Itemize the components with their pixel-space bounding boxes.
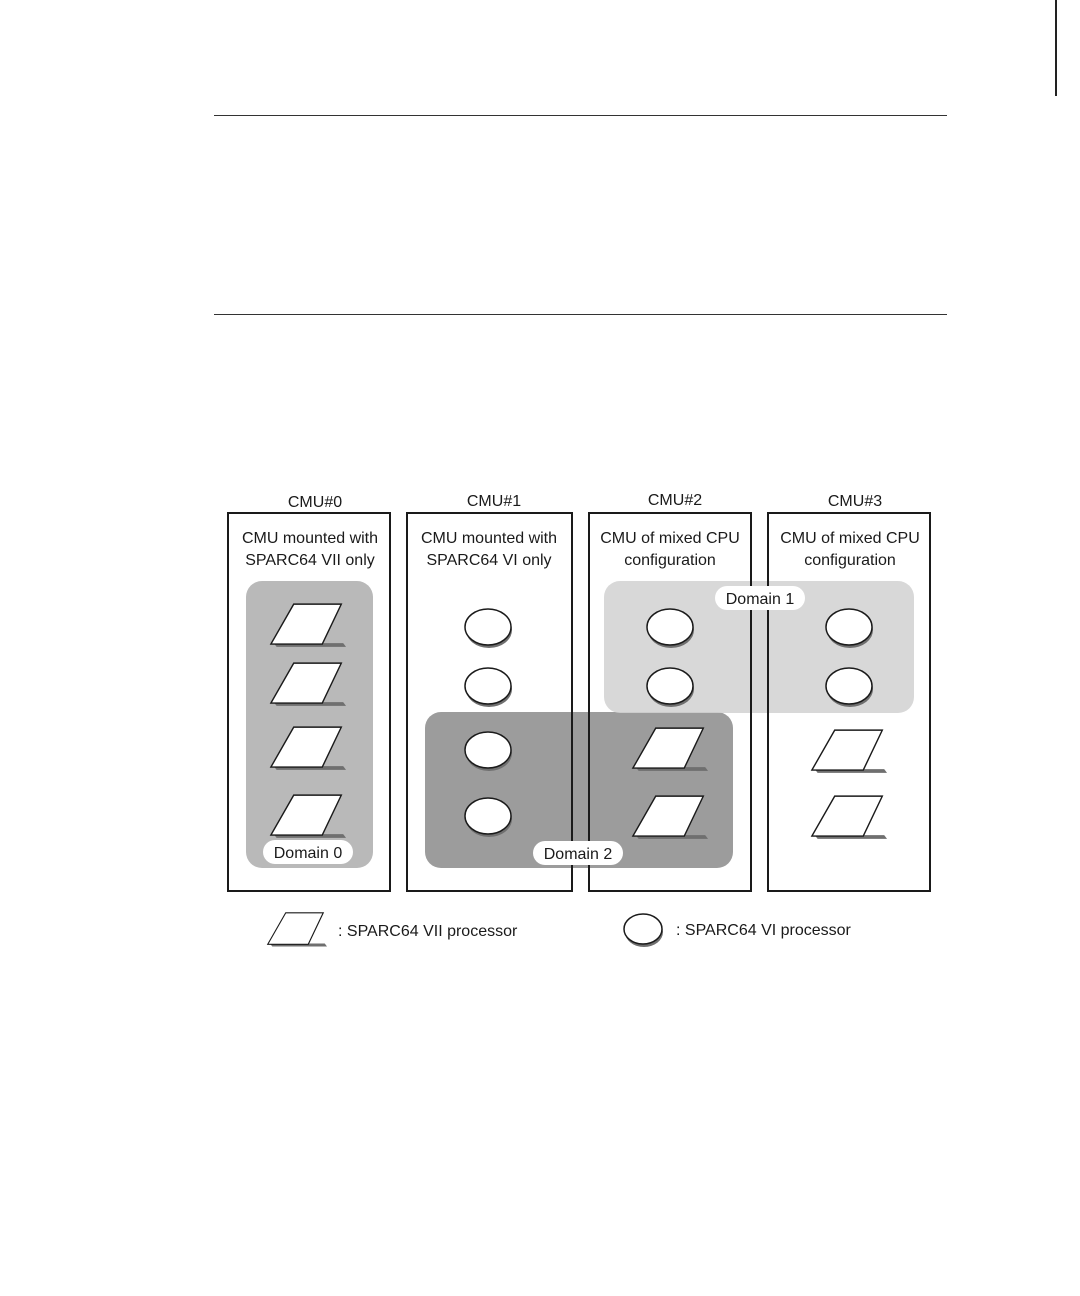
cmu2-desc-line1: CMU of mixed CPU [600,530,740,547]
cmu1-desc-line1: CMU mounted with [420,530,558,547]
legend-sparc64-vii-icon [268,913,327,947]
legend-sparc64-vi-label: : SPARC64 VI processor [676,922,851,939]
domain1-label: Domain 1 [725,591,795,608]
cmu3-desc-line1: CMU of mixed CPU [780,530,920,547]
cmu1-desc-line2: SPARC64 VI only [426,552,552,569]
legend-sparc64-vi-icon [624,914,663,947]
legend-sparc64-vii-label: : SPARC64 VII processor [338,923,518,940]
cmu1-sparc64-vi-processor [465,798,512,837]
domain0-label-pill [263,840,353,864]
cmu3-sparc64-vii-processor [812,796,887,839]
cmu2-desc-line2: configuration [624,552,716,569]
cmu0-desc-line1: CMU mounted with [241,530,379,547]
cmu3-sparc64-vi-processor [826,668,873,707]
cmu2-sparc64-vi-processor [647,609,694,648]
cmu1-sparc64-vi-processor [465,609,512,648]
cmu3-sparc64-vii-processor [812,730,887,773]
cmu2-sparc64-vi-processor [647,668,694,707]
domain1-label-pill [715,586,805,610]
domain2-label: Domain 2 [543,846,613,863]
cmu0-desc-line2: SPARC64 VII only [245,552,375,569]
cmu1-label: CMU#1 [466,493,522,510]
cmu3-label: CMU#3 [827,493,883,510]
cmu3-sparc64-vi-processor [826,609,873,648]
cmu1-sparc64-vi-processor [465,668,512,707]
domain0-label: Domain 0 [273,845,343,862]
cmu0-label: CMU#0 [287,494,343,511]
cmu2-label: CMU#2 [647,492,703,509]
domain2-label-pill [533,841,623,865]
cmu3-desc-line2: configuration [804,552,896,569]
cmu1-sparc64-vi-processor [465,732,512,771]
